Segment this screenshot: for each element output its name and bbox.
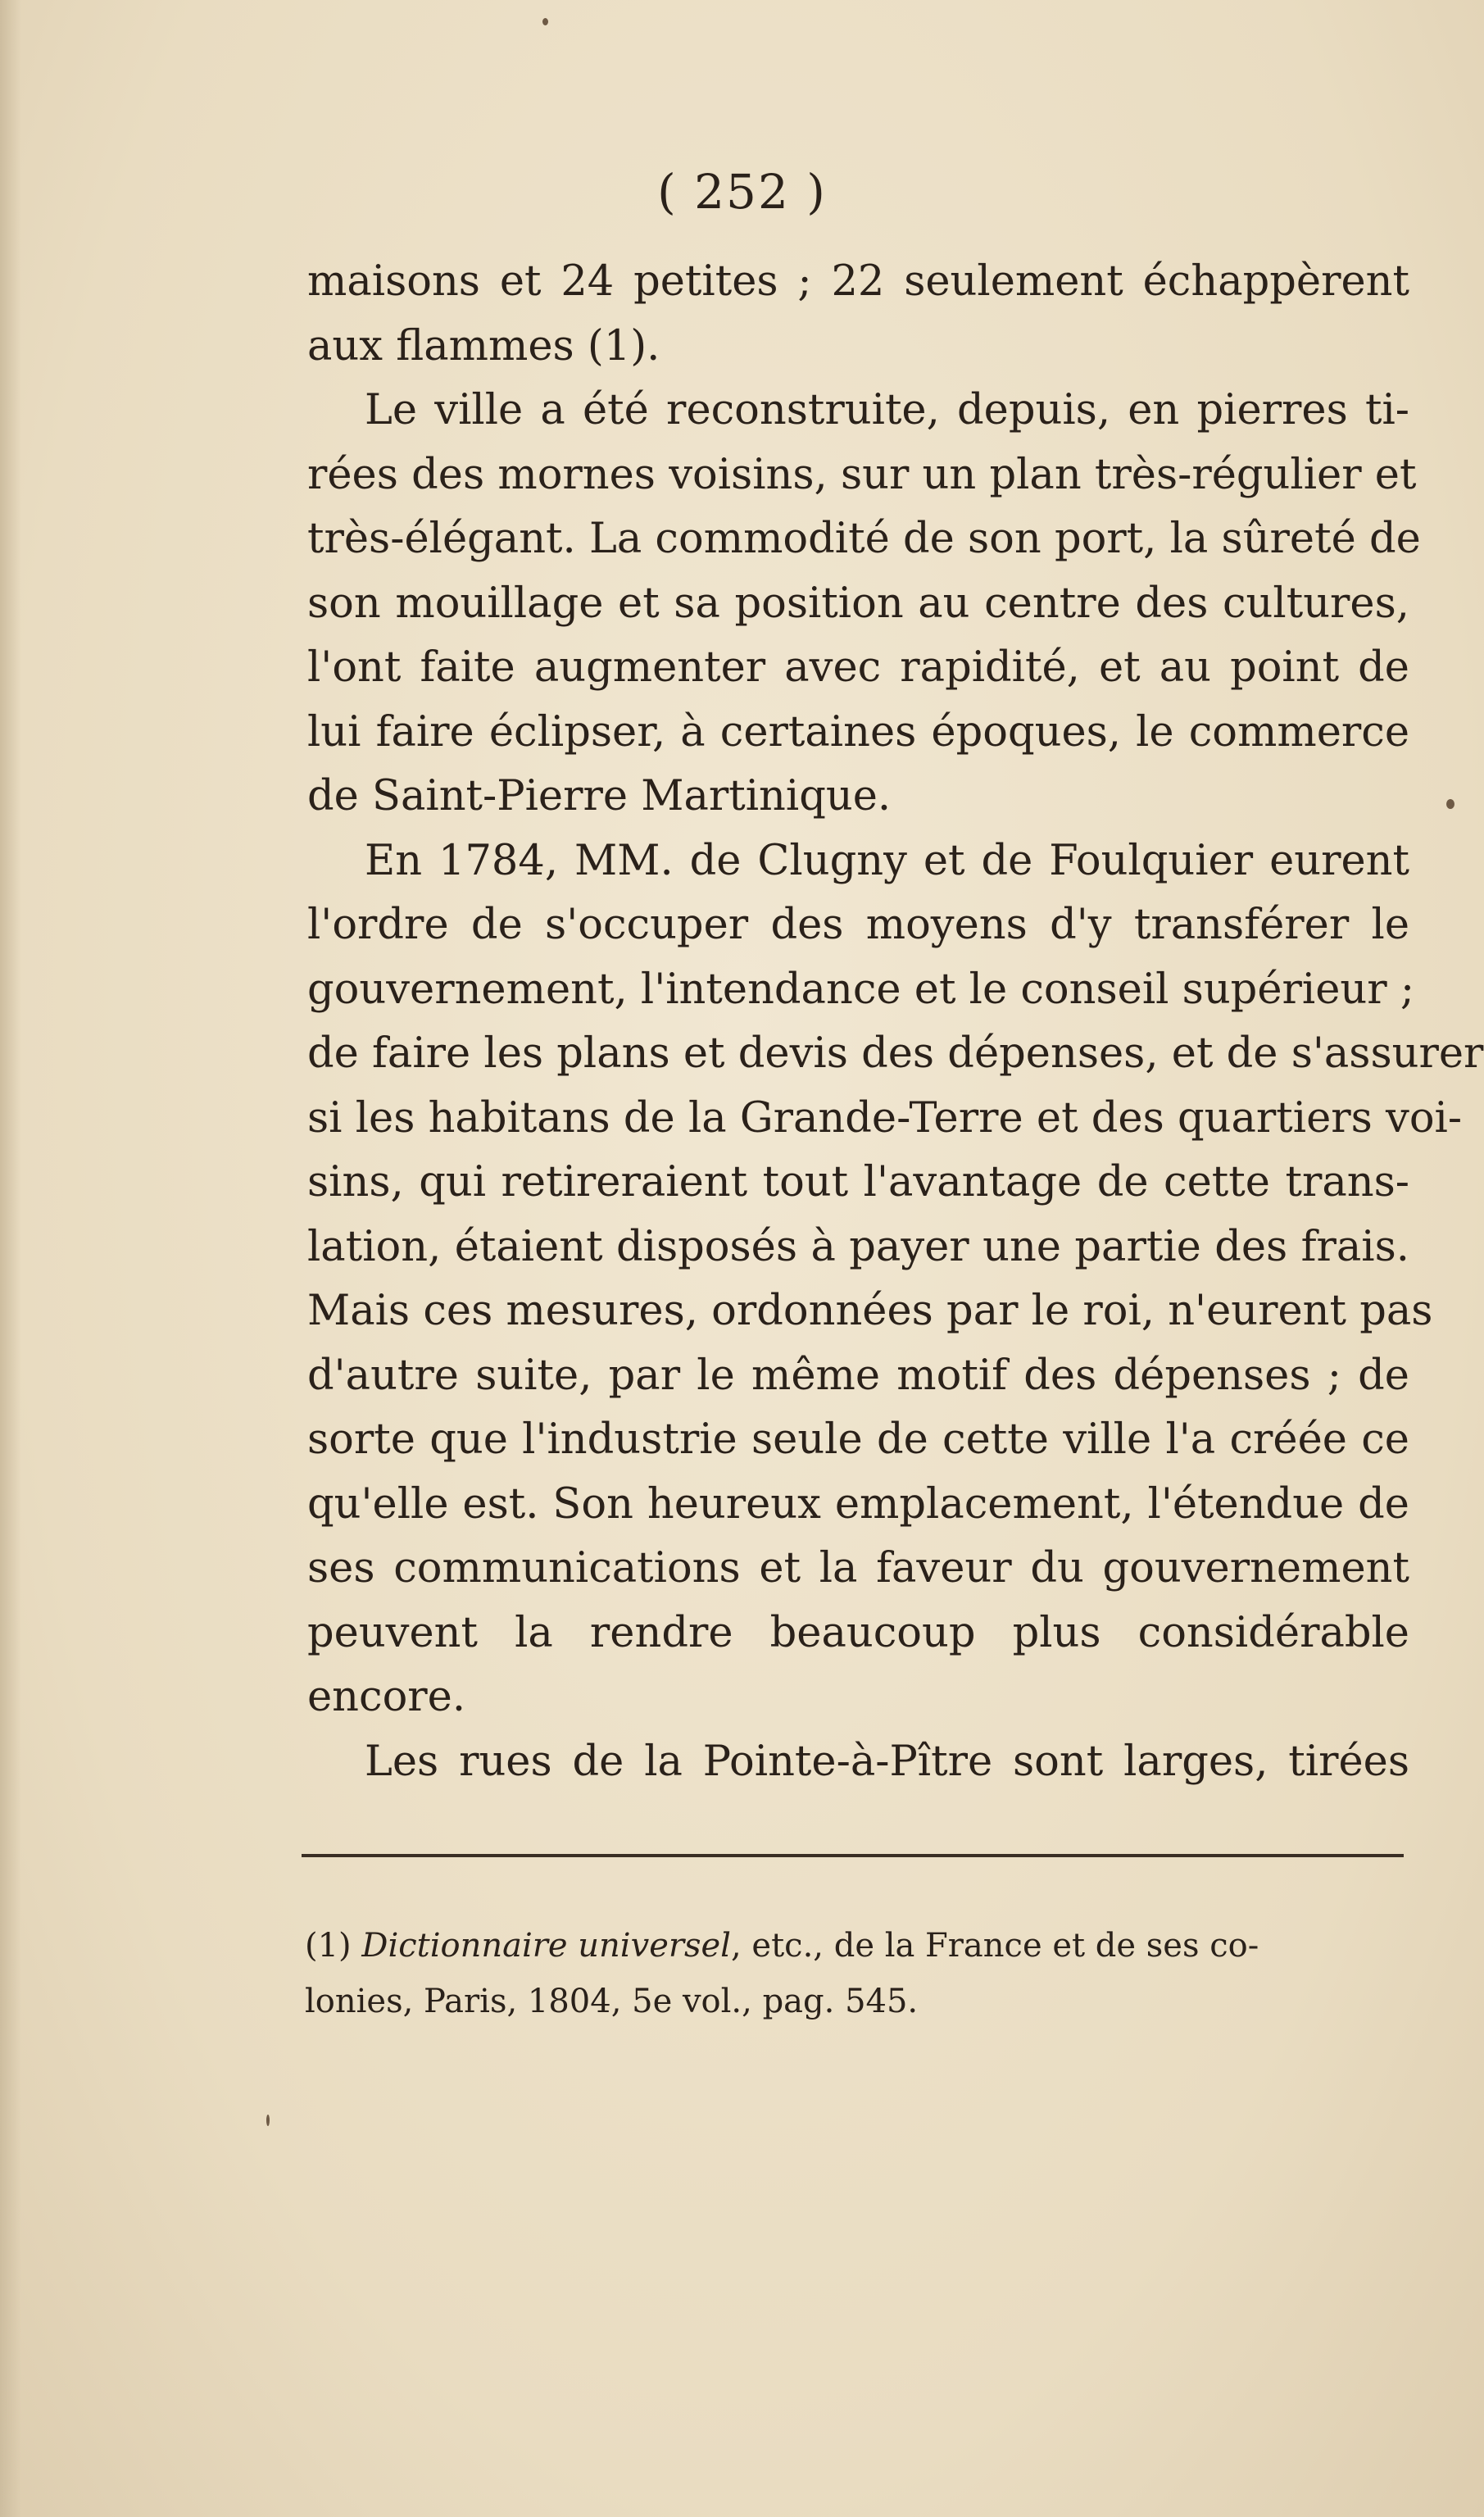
text-line: gouvernement, l'intendance et le conseil supérieur ; <box>307 965 1415 1014</box>
text-line: Les rues de la Pointe-à-Pître sont larges, tirées <box>365 1737 1409 1786</box>
text-line: lui faire éclipser, à certaines époques, le commerce <box>307 707 1409 756</box>
text-line: l'ont faite augmenter avec rapidité, et au point de <box>307 643 1409 692</box>
paper-speck <box>1446 799 1455 809</box>
footnote-title: Dictionnaire universel <box>361 1927 731 1965</box>
footnote-line: lonies, Paris, 1804, 5e vol., pag. 545. <box>305 1983 919 2020</box>
text-line: rées des mornes voisins, sur un plan très-régulier et <box>307 450 1417 499</box>
text-line: très-élégant. La commodité de son port, la sûreté de <box>307 515 1421 563</box>
footnote <box>305 1918 1407 2029</box>
footnote-text: , etc., de la France et de ses co- <box>730 1927 1259 1965</box>
footnote-rule <box>302 1854 1404 1857</box>
text-line: maisons et 24 petites ; 22 seulement échappèrent <box>307 257 1409 306</box>
text-line: lation, étaient disposés à payer une partie des frais. <box>307 1222 1409 1271</box>
text-line: ses communications et la faveur du gouvernement <box>307 1544 1409 1592</box>
text-line: sins, qui retireraient tout l'avantage de cette trans- <box>307 1158 1409 1206</box>
text-line: Mais ces mesures, ordonnées par le roi, n'eurent pas <box>307 1287 1433 1335</box>
paper-speck <box>542 18 548 25</box>
text-line: Le ville a été reconstruite, depuis, en pierres ti- <box>365 386 1409 434</box>
text-line: aux flammes (1). <box>307 321 660 370</box>
text-line: de Saint-Pierre Martinique. <box>307 772 892 820</box>
text-line: de faire les plans et devis des dépenses, et de s'assurer <box>307 1029 1484 1078</box>
text-line: d'autre suite, par le même motif des dépenses ; de <box>307 1351 1409 1400</box>
text-line: peuvent la rendre beaucoup plus considérable <box>307 1608 1409 1657</box>
text-line: sorte que l'industrie seule de cette ville l'a créée ce <box>307 1415 1409 1464</box>
paper-speck <box>266 2115 270 2126</box>
text-line: En 1784, MM. de Clugny et de Foulquier eurent <box>365 836 1409 885</box>
text-line: l'ordre de s'occuper des moyens d'y transférer le <box>307 901 1409 949</box>
text-line: qu'elle est. Son heureux emplacement, l'étendue de <box>307 1479 1409 1529</box>
page-edge-shadow <box>0 0 21 2517</box>
page-number: ( 252 ) <box>657 164 827 220</box>
footnote-line <box>305 1918 1407 1974</box>
body-text <box>307 250 1484 1794</box>
text-line: si les habitans de la Grande-Terre et des quartiers voi- <box>307 1093 1463 1143</box>
text-line: encore. <box>307 1673 466 1721</box>
text-line: son mouillage et sa position au centre des cultures, <box>307 579 1409 628</box>
footnote-marker: (1) <box>305 1927 352 1965</box>
